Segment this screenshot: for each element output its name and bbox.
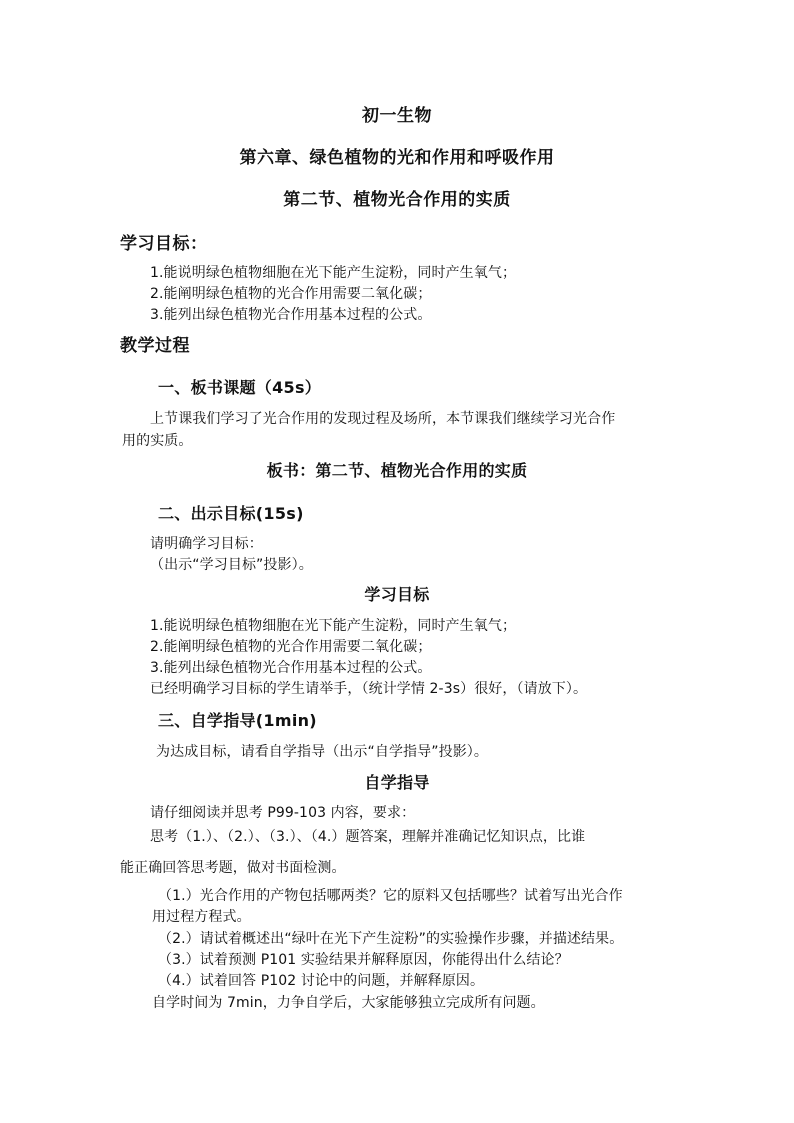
step3-heading: 三、自学指导(1min) (158, 711, 317, 730)
question-2: （2.）请试着概述出“绿叶在光下产生淀粉”的实验操作步骤，并描述结果。 (158, 931, 624, 947)
board-title: 板书：第二节、植物光合作用的实质 (266, 461, 528, 480)
process-heading: 教学过程 (120, 336, 190, 356)
question-1-line2: 用过程方程式。 (152, 909, 251, 925)
box-objective-item: 3.能列出绿色植物光合作用基本过程的公式。 (150, 660, 432, 676)
step2-line2: （出示“学习目标”投影）。 (150, 557, 313, 573)
objectives-box-title: 学习目标 (364, 585, 430, 604)
objectives-heading: 学习目标： (120, 234, 208, 254)
step3-intro: 为达成目标，请看自学指导（出示“自学指导”投影）。 (156, 744, 489, 760)
step3-think-line1: 思考（1.）、（2.）、（3.）、（4.）题答案，理解并准确记忆知识点，比谁 (150, 829, 586, 845)
step1-intro-line1: 上节课我们学习了光合作用的发现过程及场所，本节课我们继续学习光合作 (150, 411, 616, 427)
objective-item: 2.能阐明绿色植物的光合作用需要二氧化碳； (150, 286, 432, 302)
step1-intro-line2: 用的实质。 (122, 433, 193, 449)
self-study-box-title: 自学指导 (364, 773, 430, 792)
objective-item: 3.能列出绿色植物光合作用基本过程的公式。 (150, 307, 432, 323)
step3-think-line2: 能正确回答思考题，做对书面检测。 (120, 860, 346, 876)
chapter-title: 第六章、绿色植物的光和作用和呼吸作用 (239, 148, 555, 168)
question-4: （4.）试着回答 P102 讨论中的问题，并解释原因。 (158, 973, 485, 989)
step3-read: 请仔细阅读并思考 P99-103 内容，要求： (150, 805, 416, 821)
question-3: （3.）试着预测 P101 实验结果并解释原因，你能得出什么结论？ (158, 952, 569, 968)
question-1-line1: （1.）光合作用的产物包括哪两类？它的原料又包括哪些？试着写出光合作 (158, 888, 623, 904)
step2-heading: 二、出示目标(15s) (158, 504, 304, 523)
box-objective-item: 1.能说明绿色植物细胞在光下能产生淀粉，同时产生氧气； (150, 618, 517, 634)
self-study-time-note: 自学时间为 7min，力争自学后，大家能够独立完成所有问题。 (152, 995, 545, 1011)
subject-title: 初一生物 (362, 106, 432, 126)
box-objective-item: 2.能阐明绿色植物的光合作用需要二氧化碳； (150, 639, 432, 655)
step2-line1: 请明确学习目标： (150, 536, 263, 552)
objective-item: 1.能说明绿色植物细胞在光下能产生淀粉，同时产生氧气； (150, 265, 517, 281)
section-title: 第二节、植物光合作用的实质 (283, 190, 511, 210)
step2-closing: 已经明确学习目标的学生请举手，（统计学情 2-3s）很好，（请放下）。 (150, 681, 588, 697)
step1-heading: 一、板书课题（45s） (158, 378, 322, 397)
